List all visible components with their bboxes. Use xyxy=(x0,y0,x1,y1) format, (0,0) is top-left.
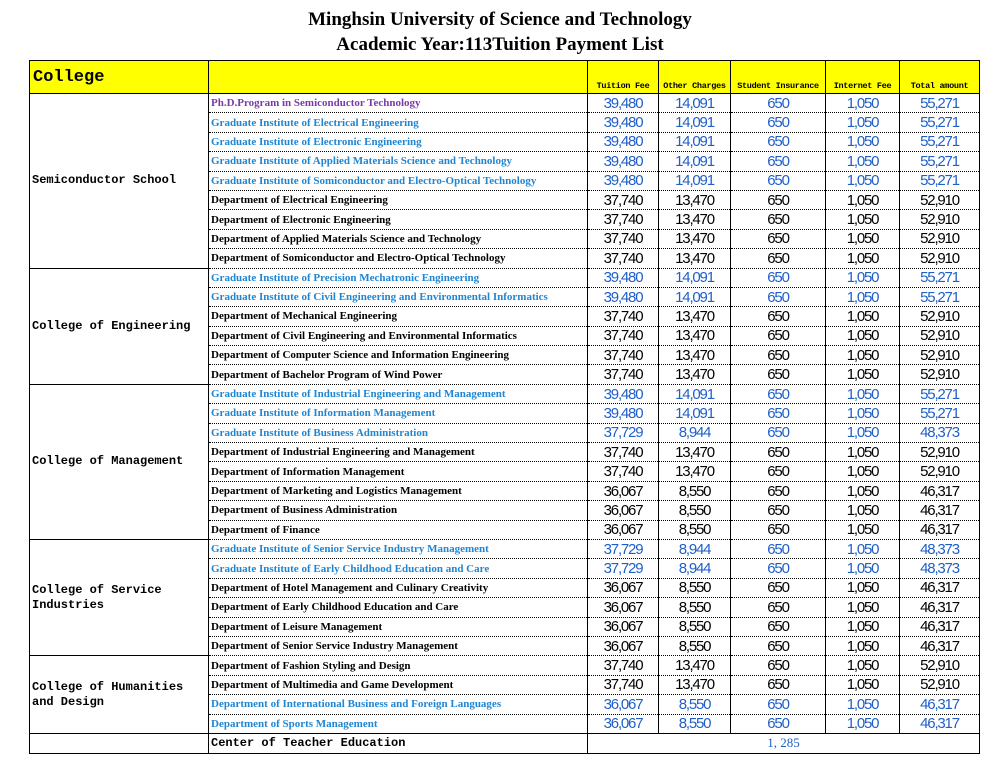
tuition-fee-cell: 39,480 xyxy=(588,384,659,403)
college-name: College of Engineering xyxy=(30,268,209,384)
internet-fee-cell: 1,050 xyxy=(826,94,900,113)
internet-fee-cell: 1,050 xyxy=(826,617,900,636)
other-charges-cell: 13,470 xyxy=(659,190,731,209)
internet-fee-cell: 1,050 xyxy=(826,462,900,481)
total-amount-cell: 55,271 xyxy=(900,94,980,113)
college-name: College of Service Industries xyxy=(30,539,209,655)
other-charges-cell: 14,091 xyxy=(659,171,731,190)
other-charges-cell: 14,091 xyxy=(659,132,731,151)
department-name: Department of Hotel Management and Culinary Creativity xyxy=(209,578,588,597)
total-amount-cell: 52,910 xyxy=(900,326,980,345)
total-amount-cell: 55,271 xyxy=(900,113,980,132)
total-amount-cell: 46,317 xyxy=(900,520,980,539)
other-charges-cell: 14,091 xyxy=(659,384,731,403)
internet-fee-cell: 1,050 xyxy=(826,152,900,171)
table-row xyxy=(30,384,980,403)
department-name: Department of Senior Service Industry Management xyxy=(209,636,588,655)
tuition-table xyxy=(29,60,980,754)
footer-college-cell xyxy=(30,733,209,753)
other-charges-cell: 13,470 xyxy=(659,307,731,326)
internet-fee-cell: 1,050 xyxy=(826,365,900,384)
tuition-fee-cell: 39,480 xyxy=(588,268,659,287)
department-name: Graduate Institute of Industrial Engineering and Management xyxy=(209,384,588,403)
department-name: Department of Mechanical Engineering xyxy=(209,307,588,326)
other-charges-cell: 13,470 xyxy=(659,365,731,384)
internet-fee-cell: 1,050 xyxy=(826,559,900,578)
total-amount-cell: 46,317 xyxy=(900,481,980,500)
tuition-fee-cell: 39,480 xyxy=(588,404,659,423)
internet-fee-cell: 1,050 xyxy=(826,171,900,190)
internet-fee-cell: 1,050 xyxy=(826,443,900,462)
total-amount-cell: 55,271 xyxy=(900,287,980,306)
other-charges-cell: 13,470 xyxy=(659,326,731,345)
department-name: Department of Fashion Styling and Design xyxy=(209,656,588,675)
student-insurance-cell: 650 xyxy=(731,384,826,403)
total-amount-cell: 46,317 xyxy=(900,501,980,520)
other-charges-cell: 13,470 xyxy=(659,229,731,248)
other-charges-cell: 8,944 xyxy=(659,539,731,558)
internet-fee-cell: 1,050 xyxy=(826,287,900,306)
internet-fee-cell: 1,050 xyxy=(826,326,900,345)
internet-fee-cell: 1,050 xyxy=(826,695,900,714)
student-insurance-cell: 650 xyxy=(731,714,826,733)
student-insurance-cell: 650 xyxy=(731,617,826,636)
tuition-fee-cell: 36,067 xyxy=(588,501,659,520)
total-amount-cell: 46,317 xyxy=(900,598,980,617)
student-insurance-cell: 650 xyxy=(731,152,826,171)
department-name: Department of Information Management xyxy=(209,462,588,481)
internet-fee-cell: 1,050 xyxy=(826,307,900,326)
college-header: College xyxy=(30,61,209,94)
total-amount-cell: 46,317 xyxy=(900,617,980,636)
student-insurance-cell: 650 xyxy=(731,636,826,655)
tuition-fee-cell: 36,067 xyxy=(588,695,659,714)
other-charges-cell: 13,470 xyxy=(659,346,731,365)
total-amount-cell: 52,910 xyxy=(900,249,980,268)
tuition-fee-cell: 39,480 xyxy=(588,132,659,151)
internet-fee-cell: 1,050 xyxy=(826,578,900,597)
student-insurance-cell: 650 xyxy=(731,326,826,345)
tuition-fee-cell: 39,480 xyxy=(588,113,659,132)
internet-fee-cell: 1,050 xyxy=(826,346,900,365)
internet-fee-cell: 1,050 xyxy=(826,249,900,268)
tuition-fee-cell: 36,067 xyxy=(588,598,659,617)
internet-fee-cell: 1,050 xyxy=(826,714,900,733)
student-insurance-cell: 650 xyxy=(731,501,826,520)
tuition-fee-cell: 37,740 xyxy=(588,307,659,326)
internet-fee-cell: 1,050 xyxy=(826,636,900,655)
tuition-fee-cell: 37,740 xyxy=(588,229,659,248)
student-insurance-cell: 650 xyxy=(731,249,826,268)
student-insurance-cell: 650 xyxy=(731,229,826,248)
tuition-fee-cell: 37,740 xyxy=(588,656,659,675)
internet-fee-cell: 1,050 xyxy=(826,656,900,675)
department-name: Department of Electrical Engineering xyxy=(209,190,588,209)
other-charges-cell: 8,550 xyxy=(659,617,731,636)
other-charges-cell: 8,944 xyxy=(659,423,731,442)
total-amount-cell: 55,271 xyxy=(900,152,980,171)
other-charges-cell: 14,091 xyxy=(659,404,731,423)
total-amount-cell: 46,317 xyxy=(900,714,980,733)
department-name: Department of Finance xyxy=(209,520,588,539)
tuition-fee-cell: 37,740 xyxy=(588,249,659,268)
internet-fee-cell: 1,050 xyxy=(826,520,900,539)
tuition-fee-cell: 36,067 xyxy=(588,617,659,636)
student-insurance-cell: 650 xyxy=(731,598,826,617)
department-name: Department of Bachelor Program of Wind Power xyxy=(209,365,588,384)
total-amount-cell: 55,271 xyxy=(900,268,980,287)
internet-fee-cell: 1,050 xyxy=(826,113,900,132)
tuition-fee-cell: 37,740 xyxy=(588,365,659,384)
total-amount-cell: 52,910 xyxy=(900,675,980,694)
department-name: Graduate Institute of Somiconductor and Electro-Optical Technology xyxy=(209,171,588,190)
internet-fee-header: Internet Fee xyxy=(826,61,900,94)
other-charges-cell: 14,091 xyxy=(659,152,731,171)
student-insurance-cell: 650 xyxy=(731,656,826,675)
department-name: Graduate Institute of Senior Service Industry Management xyxy=(209,539,588,558)
student-insurance-cell: 650 xyxy=(731,346,826,365)
total-amount-cell: 52,910 xyxy=(900,443,980,462)
internet-fee-cell: 1,050 xyxy=(826,210,900,229)
other-charges-cell: 8,550 xyxy=(659,636,731,655)
total-amount-cell: 52,910 xyxy=(900,365,980,384)
department-name: Department of Business Administration xyxy=(209,501,588,520)
total-amount-header: Total amount xyxy=(900,61,980,94)
tuition-fee-cell: 37,740 xyxy=(588,675,659,694)
department-name: Department of Marketing and Logistics Management xyxy=(209,481,588,500)
other-charges-cell: 8,550 xyxy=(659,714,731,733)
internet-fee-cell: 1,050 xyxy=(826,190,900,209)
department-name: Department of Applied Materials Science and Technology xyxy=(209,229,588,248)
department-name: Graduate Institute of Applied Materials Science and Technology xyxy=(209,152,588,171)
student-insurance-cell: 650 xyxy=(731,443,826,462)
table-row xyxy=(30,268,980,287)
department-name: Department of Sports Management xyxy=(209,714,588,733)
internet-fee-cell: 1,050 xyxy=(826,539,900,558)
internet-fee-cell: 1,050 xyxy=(826,481,900,500)
student-insurance-cell: 650 xyxy=(731,132,826,151)
other-charges-cell: 13,470 xyxy=(659,675,731,694)
student-insurance-header: Student Insurance xyxy=(731,61,826,94)
student-insurance-cell: 650 xyxy=(731,462,826,481)
student-insurance-cell: 650 xyxy=(731,481,826,500)
department-name: Graduate Institute of Civil Engineering and Environmental Informatics xyxy=(209,287,588,306)
other-charges-cell: 8,550 xyxy=(659,501,731,520)
other-charges-cell: 14,091 xyxy=(659,268,731,287)
internet-fee-cell: 1,050 xyxy=(826,598,900,617)
internet-fee-cell: 1,050 xyxy=(826,675,900,694)
tuition-fee-cell: 36,067 xyxy=(588,578,659,597)
student-insurance-cell: 650 xyxy=(731,210,826,229)
total-amount-cell: 48,373 xyxy=(900,539,980,558)
total-amount-cell: 52,910 xyxy=(900,210,980,229)
total-amount-cell: 48,373 xyxy=(900,559,980,578)
other-charges-cell: 13,470 xyxy=(659,249,731,268)
tuition-fee-cell: 37,740 xyxy=(588,443,659,462)
department-name: Graduate Institute of Electrical Engineering xyxy=(209,113,588,132)
tuition-fee-cell: 37,740 xyxy=(588,462,659,481)
page-subtitle: Academic Year:113Tuition Payment List xyxy=(336,34,664,55)
department-name: Department of Industrial Engineering and Management xyxy=(209,443,588,462)
other-charges-cell: 14,091 xyxy=(659,94,731,113)
tuition-fee-cell: 39,480 xyxy=(588,287,659,306)
tuition-fee-header: Tuition Fee xyxy=(588,61,659,94)
student-insurance-cell: 650 xyxy=(731,539,826,558)
other-charges-cell: 13,470 xyxy=(659,656,731,675)
tuition-fee-cell: 37,740 xyxy=(588,210,659,229)
total-amount-cell: 55,271 xyxy=(900,171,980,190)
department-name: Department of International Business and Foreign Languages xyxy=(209,695,588,714)
internet-fee-cell: 1,050 xyxy=(826,501,900,520)
tuition-fee-cell: 39,480 xyxy=(588,171,659,190)
department-name: Graduate Institute of Information Management xyxy=(209,404,588,423)
tuition-fee-cell: 37,740 xyxy=(588,346,659,365)
student-insurance-cell: 650 xyxy=(731,423,826,442)
department-header xyxy=(209,61,588,94)
total-amount-cell: 52,910 xyxy=(900,307,980,326)
center-fee-value: 1, 285 xyxy=(588,733,980,753)
other-charges-cell: 13,470 xyxy=(659,210,731,229)
student-insurance-cell: 650 xyxy=(731,307,826,326)
department-name: Department of Early Childhood Education and Care xyxy=(209,598,588,617)
department-name: Department of Multimedia and Game Development xyxy=(209,675,588,694)
other-charges-cell: 8,550 xyxy=(659,598,731,617)
other-charges-cell: 8,550 xyxy=(659,578,731,597)
total-amount-cell: 48,373 xyxy=(900,423,980,442)
total-amount-cell: 52,910 xyxy=(900,462,980,481)
internet-fee-cell: 1,050 xyxy=(826,404,900,423)
total-amount-cell: 46,317 xyxy=(900,695,980,714)
page-title: Minghsin University of Science and Technology xyxy=(308,9,692,30)
student-insurance-cell: 650 xyxy=(731,190,826,209)
student-insurance-cell: 650 xyxy=(731,171,826,190)
student-insurance-cell: 650 xyxy=(731,365,826,384)
student-insurance-cell: 650 xyxy=(731,404,826,423)
other-charges-header: Other Charges xyxy=(659,61,731,94)
center-name: Center of Teacher Education xyxy=(209,733,588,753)
header-row xyxy=(30,61,980,94)
tuition-fee-cell: 36,067 xyxy=(588,481,659,500)
student-insurance-cell: 650 xyxy=(731,94,826,113)
tuition-fee-cell: 39,480 xyxy=(588,152,659,171)
student-insurance-cell: 650 xyxy=(731,559,826,578)
internet-fee-cell: 1,050 xyxy=(826,423,900,442)
department-name: Department of Leisure Management xyxy=(209,617,588,636)
department-name: Department of Electronic Engineering xyxy=(209,210,588,229)
department-name: Ph.D.Program in Semiconductor Technology xyxy=(209,94,588,113)
total-amount-cell: 46,317 xyxy=(900,578,980,597)
internet-fee-cell: 1,050 xyxy=(826,132,900,151)
table-row xyxy=(30,656,980,675)
other-charges-cell: 13,470 xyxy=(659,443,731,462)
tuition-fee-cell: 36,067 xyxy=(588,714,659,733)
department-name: Department of Computer Science and Information Engineering xyxy=(209,346,588,365)
total-amount-cell: 52,910 xyxy=(900,656,980,675)
other-charges-cell: 8,550 xyxy=(659,520,731,539)
department-name: Graduate Institute of Electronic Engineering xyxy=(209,132,588,151)
department-name: Department of Somiconductor and Electro-Optical Technology xyxy=(209,249,588,268)
tuition-fee-cell: 37,740 xyxy=(588,326,659,345)
tuition-fee-cell: 36,067 xyxy=(588,520,659,539)
college-name: Semiconductor School xyxy=(30,94,209,269)
total-amount-cell: 46,317 xyxy=(900,636,980,655)
college-name: College of Humanities and Design xyxy=(30,656,209,734)
total-amount-cell: 52,910 xyxy=(900,346,980,365)
student-insurance-cell: 650 xyxy=(731,695,826,714)
student-insurance-cell: 650 xyxy=(731,268,826,287)
total-amount-cell: 52,910 xyxy=(900,229,980,248)
tuition-fee-cell: 37,729 xyxy=(588,423,659,442)
internet-fee-cell: 1,050 xyxy=(826,268,900,287)
internet-fee-cell: 1,050 xyxy=(826,384,900,403)
college-name: College of Management xyxy=(30,384,209,539)
footer-row xyxy=(30,733,980,753)
student-insurance-cell: 650 xyxy=(731,520,826,539)
total-amount-cell: 55,271 xyxy=(900,404,980,423)
department-name: Graduate Institute of Early Childhood Education and Care xyxy=(209,559,588,578)
total-amount-cell: 52,910 xyxy=(900,190,980,209)
student-insurance-cell: 650 xyxy=(731,113,826,132)
total-amount-cell: 55,271 xyxy=(900,132,980,151)
student-insurance-cell: 650 xyxy=(731,287,826,306)
tuition-fee-cell: 37,729 xyxy=(588,539,659,558)
total-amount-cell: 55,271 xyxy=(900,384,980,403)
internet-fee-cell: 1,050 xyxy=(826,229,900,248)
other-charges-cell: 14,091 xyxy=(659,287,731,306)
department-name: Department of Civil Engineering and Environmental Informatics xyxy=(209,326,588,345)
tuition-fee-cell: 37,740 xyxy=(588,190,659,209)
other-charges-cell: 8,944 xyxy=(659,559,731,578)
other-charges-cell: 8,550 xyxy=(659,481,731,500)
tuition-fee-cell: 39,480 xyxy=(588,94,659,113)
student-insurance-cell: 650 xyxy=(731,578,826,597)
tuition-fee-cell: 37,729 xyxy=(588,559,659,578)
student-insurance-cell: 650 xyxy=(731,675,826,694)
department-name: Graduate Institute of Precision Mechatronic Engineering xyxy=(209,268,588,287)
other-charges-cell: 13,470 xyxy=(659,462,731,481)
table-row xyxy=(30,539,980,558)
department-name: Graduate Institute of Business Administration xyxy=(209,423,588,442)
other-charges-cell: 8,550 xyxy=(659,695,731,714)
other-charges-cell: 14,091 xyxy=(659,113,731,132)
table-row xyxy=(30,94,980,113)
tuition-fee-cell: 36,067 xyxy=(588,636,659,655)
